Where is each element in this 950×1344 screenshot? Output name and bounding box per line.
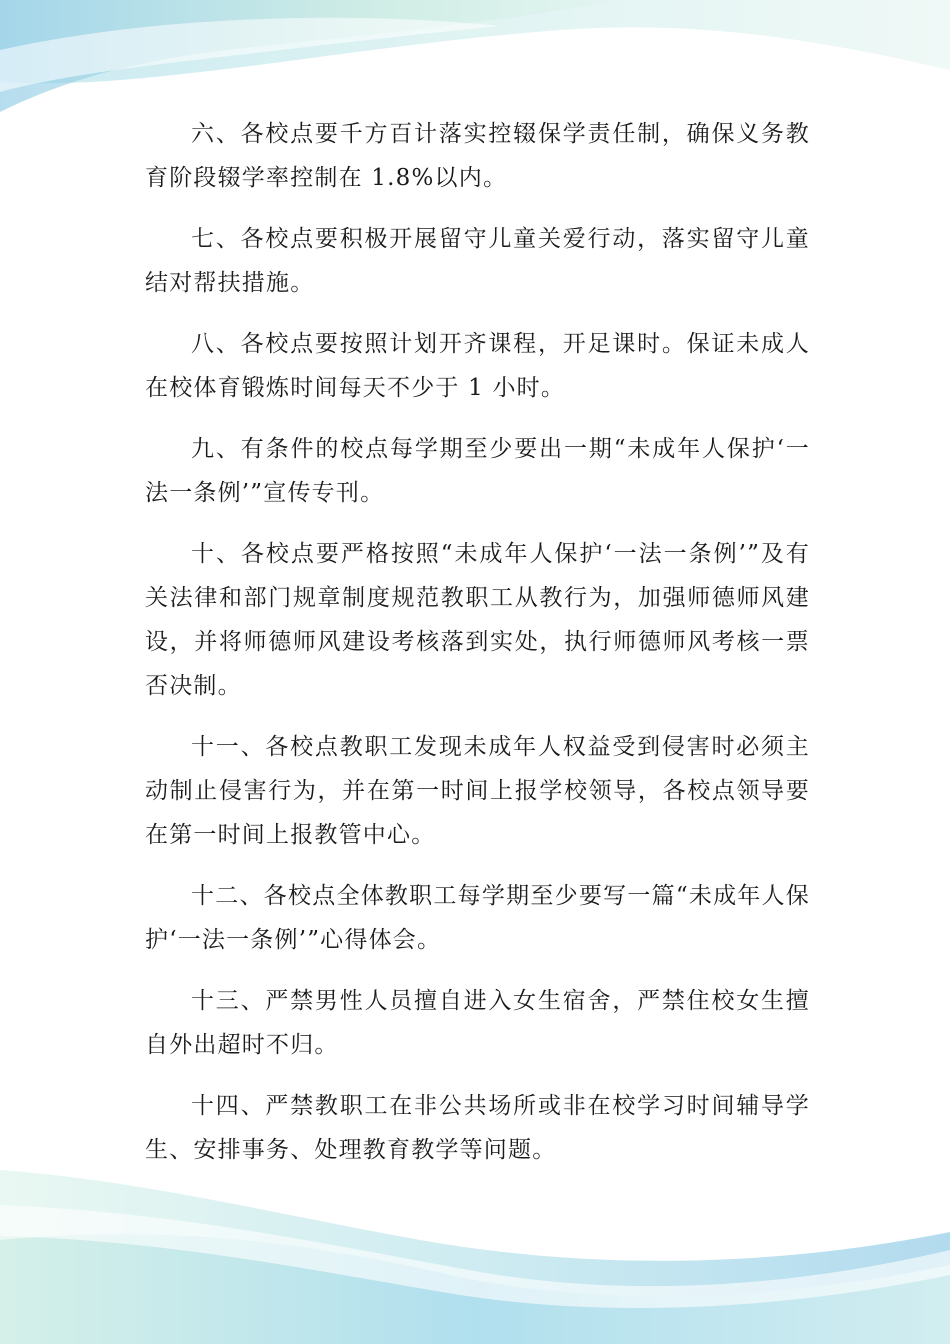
bottom-wave-highlight <box>0 1205 950 1308</box>
paragraph-item-7: 七、各校点要积极开展留守儿童关爱行动，落实留守儿童结对帮扶措施。 <box>145 226 810 296</box>
paragraph-item-13: 十三、严禁男性人员擅自进入女生宿舍，严禁住校女生擅自外出超时不归。 <box>145 988 810 1058</box>
top-wave-back <box>0 0 950 83</box>
paragraph-item-6: 六、各校点要千方百计落实控辍保学责任制，确保义务教育阶段辍学率控制在 1.8%以内。 <box>145 121 810 191</box>
paragraph-item-14: 十四、严禁教职工在非公共场所或非在校学习时间辅导学生、安排事务、处理教育教学等问题。 <box>145 1093 810 1163</box>
paragraph-item-12: 十二、各校点全体教职工每学期至少要写一篇“未成年人保护‘一法一条例’”心得体会。 <box>145 883 810 953</box>
bottom-wave-back <box>0 1170 950 1344</box>
paragraph-item-9: 九、有条件的校点每学期至少要出一期“未成年人保护‘一法一条例’”宣传专刊。 <box>145 436 810 506</box>
paragraph-item-11: 十一、各校点教职工发现未成年人权益受到侵害时必须主动制止侵害行为，并在第一时间上报学校领导，各校点领导要在第一时间上报教管中心。 <box>145 734 810 848</box>
top-wave-front <box>0 0 620 112</box>
paragraph-item-10: 十、各校点要严格按照“未成年人保护‘一法一条例’”及有关法律和部门规章制度规范教职工从教行为，加强师德师风建设，并将师德师风建设考核落到实处，执行师德师风考核一票否决制。 <box>145 541 810 699</box>
top-wave-highlight <box>0 18 500 92</box>
bottom-wave-front <box>0 1234 950 1344</box>
paragraph-item-8: 八、各校点要按照计划开齐课程，开足课时。保证未成人在校体育锻炼时间每天不少于 1 小时。 <box>145 331 810 401</box>
document-body <box>145 112 810 1189</box>
